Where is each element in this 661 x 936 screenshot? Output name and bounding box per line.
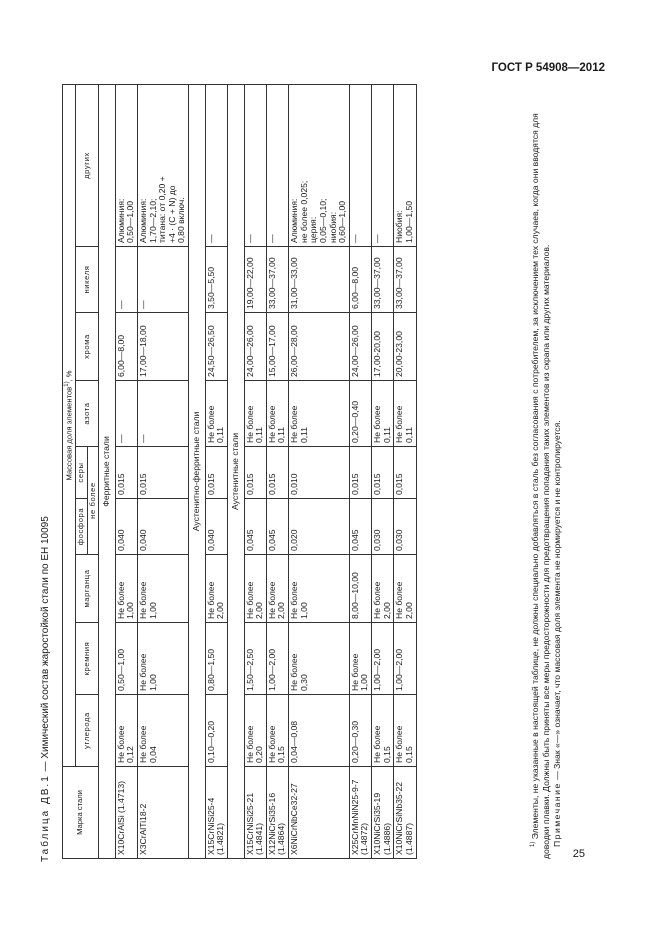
cell-carbon: 0,04—0,08	[289, 695, 350, 767]
cell-nickel: 33,00—37,00	[266, 247, 288, 313]
cell-chromium: 24,00—26,00	[349, 313, 371, 381]
cell-other: —	[266, 84, 288, 246]
cell-nickel: —	[137, 247, 188, 313]
cell-nitrogen: Не более 0,11	[266, 381, 288, 447]
cell-grade: X10NiCrSi35-19 (1.4886)	[372, 767, 394, 859]
cell-sulfur: 0,010	[289, 447, 350, 499]
cell-nickel: 31,00—33,00	[289, 247, 350, 313]
rotated-table-block	[40, 82, 592, 862]
cell-nitrogen: —	[137, 381, 188, 447]
cell-carbon: Не более 0,20	[244, 695, 266, 767]
cell-other: Алюминия: не более 0,025; церия: 0,05—0,10; ниобия: 0,60—1,00	[289, 84, 350, 246]
cell-manganese: Не более 1,00	[289, 555, 350, 623]
cell-other: Алюминия: 0,50—1,00	[115, 84, 137, 246]
cell-nickel: 19,00—22,00	[244, 247, 266, 313]
cell-phosphorus: 0,045	[266, 499, 288, 555]
cell-sulfur: 0,015	[372, 447, 394, 499]
cell-sulfur: 0,015	[137, 447, 188, 499]
cell-grade: X3CrAlTi18-2	[137, 767, 188, 859]
nitrogen-column-header: азота	[76, 381, 99, 447]
cell-carbon: 0,10—0,20	[205, 695, 227, 767]
mass-fraction-header: Массовая доля элементов$^{1)}$, %	[63, 84, 76, 766]
cell-sulfur: 0,015	[266, 447, 288, 499]
cell-grade: X10NiCrSiNb35-22 (1.4887)	[394, 767, 416, 859]
cell-grade: X6NiCrNbCe32-27	[289, 767, 350, 859]
cell-carbon: Не более 0,04	[137, 695, 188, 767]
cell-grade: X10CrAlSi (1.4713)	[115, 767, 137, 859]
cell-manganese: Не более 2,00	[244, 555, 266, 623]
chromium-column-header: хрома	[76, 313, 99, 381]
cell-nitrogen: —	[115, 381, 137, 447]
cell-chromium: 24,00—26,00	[244, 313, 266, 381]
cell-phosphorus: 0,040	[115, 499, 137, 555]
cell-nitrogen: Не более 0,11	[289, 381, 350, 447]
nickel-column-header: никеля	[76, 247, 99, 313]
cell-phosphorus: 0,045	[244, 499, 266, 555]
silicon-column-header: кремния	[76, 623, 99, 695]
cell-phosphorus: 0,040	[137, 499, 188, 555]
cell-nickel: —	[115, 247, 137, 313]
table-row	[115, 84, 137, 858]
section-title: Ферритные стали	[99, 84, 116, 858]
cell-silicon: 0,50—1,00	[115, 623, 137, 695]
cell-manganese: Не более 2,00	[394, 555, 416, 623]
table-row	[137, 84, 188, 858]
cell-chromium: 17,00—18,00	[137, 313, 188, 381]
cell-silicon: 1,00—2,00	[266, 623, 288, 695]
table-notes	[530, 89, 564, 859]
cell-sulfur: 0,015	[205, 447, 227, 499]
cell-nickel: 33,00—37,00	[394, 247, 416, 313]
table-row	[394, 84, 416, 858]
table-caption-label: Таблица ДВ.1	[40, 774, 51, 862]
cell-phosphorus: 0,040	[205, 499, 227, 555]
table-row	[289, 84, 350, 858]
section-title: Аустенитные стали	[227, 84, 244, 858]
cell-chromium: 17,00-20,00	[372, 313, 394, 381]
cell-grade: X12NiCrSi35-16 (1.4864)	[266, 767, 288, 859]
cell-chromium: 15,00—17,00	[266, 313, 288, 381]
cell-other: Алюминия: 1,70—2,10; титана: от 0,20 + +4 · (C + N) до 0,80 включ.	[137, 84, 188, 246]
cell-carbon: Не более 0,15	[394, 695, 416, 767]
cell-carbon: Не более 0,15	[266, 695, 288, 767]
table-row	[205, 84, 227, 858]
standard-header: ГОСТ Р 54908—2012	[491, 62, 605, 74]
cell-manganese: Не более 1,00	[137, 555, 188, 623]
not-more-subheader: не более	[87, 447, 99, 555]
cell-silicon: 1,00—2,00	[372, 623, 394, 695]
cell-phosphorus: 0,045	[349, 499, 371, 555]
section-title: Аустенитно-ферритные стали	[189, 84, 206, 858]
table-row	[372, 84, 394, 858]
cell-nickel: 33,00—37,00	[372, 247, 394, 313]
cell-chromium: 24,50—26,50	[205, 313, 227, 381]
cell-silicon: 0,80—1,50	[205, 623, 227, 695]
table-row	[266, 84, 288, 858]
cell-carbon: 0,20—0,30	[349, 695, 371, 767]
cell-chromium: 20,00-23,00	[394, 313, 416, 381]
cell-sulfur: 0,015	[115, 447, 137, 499]
table-row	[244, 84, 266, 858]
cell-other: —	[244, 84, 266, 246]
cell-manganese: Не более 2,00	[266, 555, 288, 623]
chemical-composition-table	[62, 84, 417, 859]
cell-other: —	[349, 84, 371, 246]
table-caption-text: — Химический состав жаростойкой стали по ЕН 10095	[40, 516, 51, 775]
cell-grade: X25CrMnNiN25-9-7 (1.4872)	[349, 767, 371, 859]
cell-nitrogen: Не более 0,11	[394, 381, 416, 447]
cell-sulfur: 0,015	[349, 447, 371, 499]
cell-nitrogen: Не более 0,11	[205, 381, 227, 447]
cell-silicon: 1,50—2,50	[244, 623, 266, 695]
cell-carbon: Не более 0,15	[372, 695, 394, 767]
cell-chromium: 6,00—8,00	[115, 313, 137, 381]
cell-sulfur: 0,015	[244, 447, 266, 499]
sulfur-column-header: серы	[76, 447, 88, 499]
cell-nickel: 3,50—5,50	[205, 247, 227, 313]
cell-manganese: Не более 2,00	[205, 555, 227, 623]
cell-nitrogen: Не более 0,11	[244, 381, 266, 447]
cell-sulfur: 0,015	[394, 447, 416, 499]
grade-column-header: Марка стали	[63, 767, 99, 859]
cell-silicon: Не более 1,00	[349, 623, 371, 695]
cell-other: —	[372, 84, 394, 246]
phosphorus-column-header: фосфора	[76, 499, 88, 555]
table-row	[349, 84, 371, 858]
cell-grade: X15CrNiSi25-21 (1.4841)	[244, 767, 266, 859]
cell-nickel: 6,00—8,00	[349, 247, 371, 313]
cell-phosphorus: 0,030	[394, 499, 416, 555]
cell-nitrogen: 0,20—0,40	[349, 381, 371, 447]
cell-carbon: Не более 0,12	[115, 695, 137, 767]
cell-grade: X15CrNiSi25-4 (1.4821)	[205, 767, 227, 859]
cell-phosphorus: 0,020	[289, 499, 350, 555]
cell-phosphorus: 0,030	[372, 499, 394, 555]
cell-silicon: Не более 1,00	[137, 623, 188, 695]
cell-chromium: 26,00—28,00	[289, 313, 350, 381]
cell-manganese: Не более 1,00	[115, 555, 137, 623]
table-caption	[40, 82, 56, 862]
manganese-column-header: марганца	[76, 555, 99, 623]
carbon-column-header: углерода	[76, 695, 99, 767]
cell-other: Ниобия: 1,00—1,50	[394, 84, 416, 246]
cell-manganese: Не более 2,00	[372, 555, 394, 623]
note-paragraph: Примечание — Знак «—» означает, что массовая доля элемента не нормируется и не контролируется.	[552, 420, 563, 847]
footnote-1: $^{1)}$ Элементы, не указанные в настоящей таблице, не должны специально добавляться в сталь без согласования с потребителем, за исключением тех случаев, когда они вводятся для доводки плавки. Должны быть приняты все меры предосторожности для предотвращения попадания таких элементов из скрапа или других материалов.	[530, 113, 552, 859]
cell-silicon: Не более 0,30	[289, 623, 350, 695]
other-column-header: других	[76, 84, 99, 246]
page-number: 25	[572, 848, 585, 860]
cell-silicon: 1,00—2,00	[394, 623, 416, 695]
cell-manganese: 8,00—10,00	[349, 555, 371, 623]
cell-nitrogen: Не более 0,11	[372, 381, 394, 447]
cell-other: —	[205, 84, 227, 246]
